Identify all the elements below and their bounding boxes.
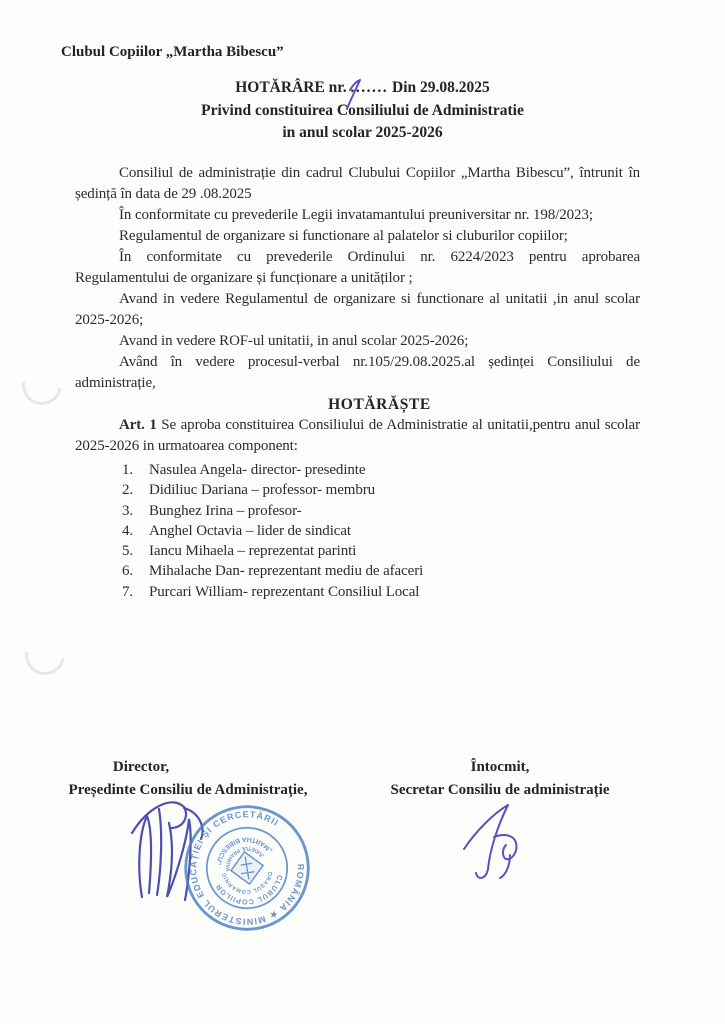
item-number: 1. <box>122 462 134 478</box>
member-text: Nasulea Angela- director- presedinte <box>149 462 366 478</box>
stamp-outer-text: ROMÂNIA ★ MINISTERUL EDUCAȚIEI ȘI CERCETĂRII <box>188 809 306 927</box>
secretary-signature-ink <box>448 791 540 887</box>
item-number: 7. <box>122 583 134 600</box>
intocmit-caption: Întocmit, <box>470 759 530 775</box>
title-line-3: in anul scolar 2025-2026 <box>282 124 443 141</box>
stamp-inner-bottom2-text: JUDEȚUL PRAHOVA <box>223 844 266 873</box>
list-item <box>122 501 640 521</box>
item-number: 2. <box>122 482 134 499</box>
document-body <box>75 163 640 602</box>
member-text: Mihalache Dan- reprezentant mediu de afaceri <box>149 563 424 580</box>
member-text: Purcari William- reprezentant Consiliul Local <box>149 583 420 600</box>
title-line-2: Privind constituirea Consiliului de Administratie <box>201 101 524 119</box>
list-item <box>122 521 640 541</box>
list-item <box>122 480 640 500</box>
org-name: Clubul Copiilor „Martha Bibescu” <box>61 44 284 60</box>
list-item <box>122 582 640 602</box>
list-item <box>122 561 640 581</box>
decision-heading: HOTĂRĂȘTE <box>328 396 431 413</box>
secretary-caption: Secretar Consiliu de administrație <box>390 781 610 798</box>
title-line1-prefix: HOTĂRÂRE nr. <box>235 79 351 96</box>
title-line1-suffix: Din 29.08.2025 <box>388 79 490 96</box>
official-round-stamp <box>170 791 323 944</box>
member-text: Bunghez Irina – profesor- <box>149 502 302 519</box>
stamp-inner-top-text: CLUBUL COPIILOR <box>214 873 284 906</box>
paragraph: În conformitate cu prevederile Ordinului nr. 6224/2023 pentru aprobarea Regulamentului de organizare și funcționare a unităților ; <box>75 249 640 286</box>
item-number: 5. <box>122 543 134 560</box>
handwritten-number-ink <box>339 76 365 112</box>
item-number: 6. <box>122 563 134 580</box>
paragraph: Regulamentul de organizare si functionare al palatelor si cluburilor copiilor; <box>119 228 568 244</box>
paragraph: În conformitate cu prevederile Legii invatamantului preuniversitar nr. 198/2023; <box>119 207 593 223</box>
punch-hole-shadow <box>17 627 73 683</box>
member-text: Iancu Mihaela – reprezentat parinti <box>149 543 357 560</box>
paragraph: Având în vedere procesul-verbal nr.105/29.08.2025.al ședinței Consiliului de administrație, <box>75 354 640 391</box>
item-number: 4. <box>122 522 134 539</box>
article-text: Se aproba constituirea Consiliului de Administratie al unitatii,pentru anul scolar 2025-2026 in urmatoarea component: <box>75 417 641 454</box>
title-dotted-blank: ....... <box>350 79 389 96</box>
member-text: Anghel Octavia – lider de sindicat <box>149 522 351 539</box>
punch-hole-shadow <box>14 357 70 413</box>
president-caption: Președinte Consiliu de Administrație, <box>68 781 308 798</box>
item-number: 3. <box>122 502 134 519</box>
member-text: Didiliuc Dariana – professor- membru <box>149 482 376 499</box>
paragraph: Consiliul de administrație din cadrul Clubului Copiilor „Martha Bibescu”, întrunit în ședință în data de 29 .08.2025 <box>75 165 640 202</box>
director-caption: Director, <box>112 759 170 775</box>
list-item <box>122 541 640 561</box>
stamp-inner-bottom-text: „MARTHA BIBESCU” <box>214 835 275 867</box>
paragraph: Avand in vedere Regulamentul de organizare si functionare al unitatii ,in anul scolar 2025-2026; <box>75 291 640 328</box>
paragraph: Avand in vedere ROF-ul unitatii, in anul scolar 2025-2026; <box>119 333 469 349</box>
list-item <box>122 460 640 480</box>
article-1 <box>75 415 640 457</box>
stamp-inner-top2-text: ORAȘUL COMARNIC <box>221 870 273 895</box>
article-label: Art. 1 <box>119 417 157 433</box>
members-list <box>75 460 640 602</box>
